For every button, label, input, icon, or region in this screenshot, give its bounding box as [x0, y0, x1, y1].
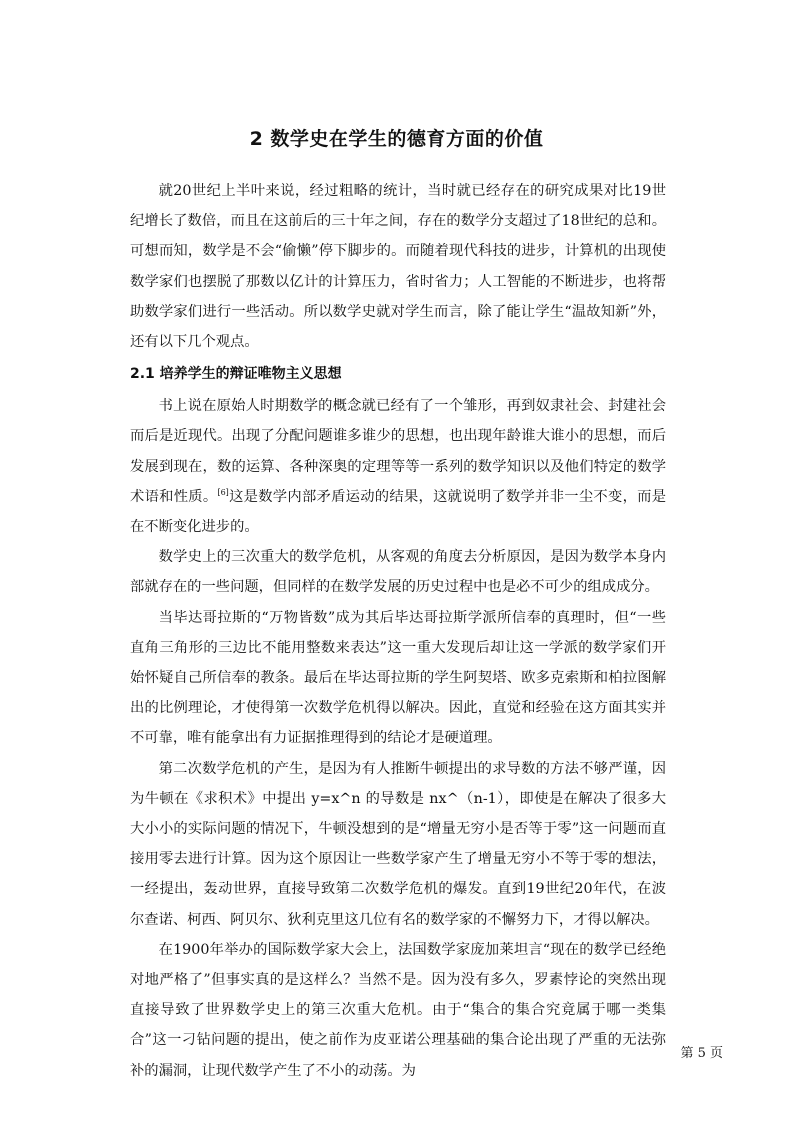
chapter-title: 2 数学史在学生的德育方面的价值 — [249, 128, 544, 150]
paragraph-5: 在1900年举办的国际数学家大会上，法国数学家庞加莱坦言“现在的数学已经绝对地严格了”但事实真的是这样么？当然不是。因为没有多久，罗素悖论的突然出现直接导致了世界数学史上的第三次重大危机。由于“集合的集合究竟属于哪一类集合”这一刁钻问题的提出，使之前作为皮亚诺公理基础的集合论出现了严重的无法弥补的漏洞，让现代数学产生了不小的动荡。为 — [130, 941, 666, 1079]
paragraph-4: 第二次数学危机的产生，是因为有人推断牛顿提出的求导数的方法不够严谨，因为牛顿在《求积术》中提出 y=x^n 的导数是 nx^（n-1），即使是在解决了很多大大小小的实际问题的情况下，牛顿没想到的是“增量无穷小是否等于零”这一问题而直接用零去进行计算。因为这个原因让一些数学家产生了增量无穷小不等于零的想法，一经提出，轰动世界，直接导致第二次数学危机的爆发。直到19世纪20年代，在波尔查诺、柯西、阿贝尔、狄利克里这几位有名的数学家的不懈努力下，才得以解决。 — [130, 760, 666, 928]
intro-paragraph: 就20世纪上半叶来说，经过粗略的统计，当时就已经存在的研究成果对比19世纪增长了数倍，而且在这前后的三十年之间，存在的数学分支超过了18世纪的总和。可想而知，数学是不会“偷懒”停下脚步的。而随着现代科技的进步，计算机的出现使数学家们也摆脱了那数以亿计的计算压力，省时省力；人工智能的不断进步，也将帮助数学家们进行一些活动。所以数学史就对学生而言，除了能让学生“温故知新”外，还有以下几个观点。 — [130, 183, 666, 351]
section-heading-2-1: 2.1 培养学生的辩证唯物主义思想 — [130, 366, 342, 383]
citation-ref[interactable]: [6] — [217, 487, 229, 497]
paragraph-1 — [130, 391, 666, 542]
paragraph-1-text-cont: 这是数学内部矛盾运动的结果，这就说明了数学并非一尘不变，而是在不断变化进步的。 — [130, 488, 667, 536]
body-text — [130, 176, 666, 1086]
paragraph-2: 数学史上的三次重大的数学危机，从客观的角度去分析原因，是因为数学本身内部就存在的一些问题，但同样的在数学发展的历史过程中也是必不可少的组成成分。 — [130, 549, 666, 596]
page-number: 第 5 页 — [680, 1046, 723, 1061]
paragraph-1-text: 书上说在原始人时期数学的概念就已经有了一个雏形，再到奴隶社会、封建社会而后是近现代。出现了分配问题谁多谁少的思想，也出现年龄谁大谁小的思想，而后发展到现在，数的运算、各种深奥的定理等等一系列的数学知识以及他们特定的数学术语和性质。 — [130, 398, 666, 505]
paragraph-3: 当毕达哥拉斯的“万物皆数”成为其后毕达哥拉斯学派所信奉的真理时，但“一些直角三角形的三边比不能用整数来表达”这一重大发现后却让这一学派的数学家们开始怀疑自己所信奉的教条。最后在毕达哥拉斯的学生阿契塔、欧多克索斯和柏拉图解出的比例理论，才使得第一次数学危机得以解决。因此，直觉和经验在这方面其实并不可靠，唯有能拿出有力证据推理得到的结论才是硬道理。 — [130, 609, 666, 747]
